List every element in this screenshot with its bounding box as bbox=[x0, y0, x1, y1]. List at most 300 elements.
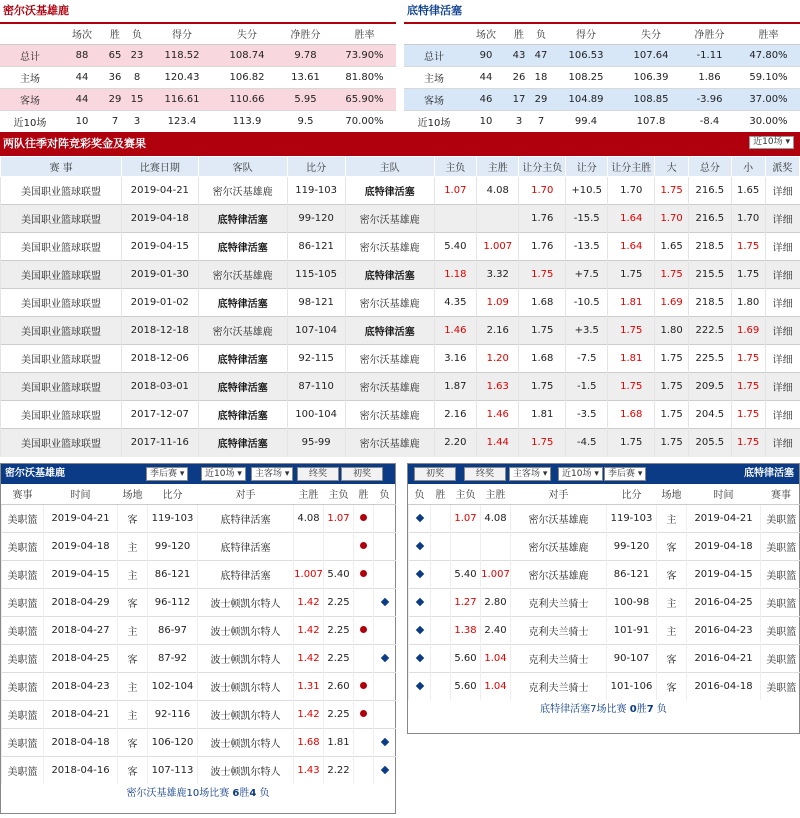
loss-cell bbox=[374, 588, 396, 616]
h2h-cell: 美国职业篮球联盟 bbox=[1, 289, 122, 317]
recent-cell: 底特律活塞 bbox=[198, 560, 294, 588]
recent-cell: 2016-04-23 bbox=[687, 616, 761, 644]
season-summary-left bbox=[0, 0, 396, 132]
recent-column-header: 场地 bbox=[657, 484, 687, 504]
recent-cell: 101-106 bbox=[607, 672, 657, 700]
recent-cell: 美职篮 bbox=[761, 616, 800, 644]
win-cell bbox=[354, 532, 374, 560]
h2h-cell: 底特律活塞 bbox=[198, 289, 287, 317]
recent-cell: 美职篮 bbox=[761, 532, 800, 560]
h2h-cell: 1.70 bbox=[519, 177, 566, 205]
h2h-cell: 1.80 bbox=[731, 289, 765, 317]
stat-cell: 104.89 bbox=[552, 88, 620, 110]
recent-cell: 106-120 bbox=[148, 728, 198, 756]
stat-row bbox=[404, 110, 800, 132]
h2h-cell: 1.75 bbox=[731, 233, 765, 261]
stat-cell: 99.4 bbox=[552, 110, 620, 132]
recent-cell: 波士顿凯尔特人 bbox=[198, 672, 294, 700]
h2h-cell: 218.5 bbox=[689, 233, 731, 261]
h2h-cell: 1.20 bbox=[477, 345, 519, 373]
detail-link[interactable]: 详细 bbox=[765, 177, 799, 205]
h2h-cell: 1.75 bbox=[655, 373, 689, 401]
stat-cell: 44 bbox=[60, 66, 104, 88]
h2h-cell: -7.5 bbox=[566, 345, 608, 373]
recent-cell: 2019-04-15 bbox=[44, 560, 118, 588]
h2h-cell: 1.75 bbox=[519, 429, 566, 457]
h2h-cell: 4.08 bbox=[477, 177, 519, 205]
h2h-range-value: 近10场 bbox=[753, 137, 783, 147]
h2h-cell: 美国职业篮球联盟 bbox=[1, 429, 122, 457]
detail-link[interactable]: 详细 bbox=[765, 261, 799, 289]
detail-link[interactable]: 详细 bbox=[765, 345, 799, 373]
h2h-cell: 1.75 bbox=[731, 345, 765, 373]
stat-cell: 108.74 bbox=[216, 44, 278, 66]
recent-cell: 波士顿凯尔特人 bbox=[198, 616, 294, 644]
stat-cell: 总计 bbox=[404, 44, 464, 66]
h2h-cell: 215.5 bbox=[689, 261, 731, 289]
recent-cell: 密尔沃基雄鹿 bbox=[511, 560, 607, 588]
summary-label-losses-right: 负 bbox=[656, 704, 667, 715]
h2h-cell: 1.18 bbox=[434, 261, 476, 289]
h2h-cell: 1.75 bbox=[731, 373, 765, 401]
venue-value-left: 主客场 bbox=[255, 469, 283, 479]
summary-wins-right: 0 bbox=[629, 704, 637, 715]
h2h-cell: 密尔沃基雄鹿 bbox=[345, 289, 434, 317]
detail-link[interactable]: 详细 bbox=[765, 373, 799, 401]
summary-label-games-left: 场比赛 bbox=[199, 788, 230, 799]
recent-cell: 1.007 bbox=[481, 560, 511, 588]
stat-cell: 近10场 bbox=[0, 110, 60, 132]
recent-cell: 美职篮 bbox=[2, 700, 44, 728]
recent-cell: 克利夫兰骑士 bbox=[511, 672, 607, 700]
stat-cell: 88 bbox=[60, 44, 104, 66]
h2h-cell: 美国职业篮球联盟 bbox=[1, 317, 122, 345]
h2h-cell: 1.44 bbox=[477, 429, 519, 457]
recent-cell: 美职篮 bbox=[2, 588, 44, 616]
recent-row bbox=[409, 672, 800, 700]
stat-cell: 90 bbox=[464, 44, 508, 66]
h2h-cell: 1.69 bbox=[731, 317, 765, 345]
stat-cell: 107.8 bbox=[620, 110, 682, 132]
stat-cell: 110.66 bbox=[216, 88, 278, 110]
column-header: 失分 bbox=[620, 24, 682, 44]
loss-cell bbox=[409, 644, 431, 672]
win-dot-icon bbox=[360, 682, 367, 689]
recent-cell: 2.25 bbox=[324, 588, 354, 616]
recent-cell: 5.60 bbox=[451, 644, 481, 672]
recent-cell: 2016-04-25 bbox=[687, 588, 761, 616]
recent-cell: 波士顿凯尔特人 bbox=[198, 756, 294, 784]
recent-cell: 美职篮 bbox=[2, 756, 44, 784]
venue-select-right[interactable]: 主客场 ▾ bbox=[509, 467, 551, 481]
stat-cell: 9.78 bbox=[278, 44, 333, 66]
recent-column-header: 赛事 bbox=[2, 484, 44, 504]
h2h-cell: 底特律活塞 bbox=[345, 177, 434, 205]
recent-cell bbox=[324, 532, 354, 560]
recent-cell: 主 bbox=[657, 504, 687, 532]
h2h-cell: 底特律活塞 bbox=[345, 261, 434, 289]
h2h-cell: 99-120 bbox=[287, 205, 345, 233]
recent-summary-left bbox=[1, 784, 395, 804]
h2h-cell: 底特律活塞 bbox=[345, 317, 434, 345]
h2h-cell: 1.75 bbox=[731, 401, 765, 429]
h2h-cell: 1.75 bbox=[731, 429, 765, 457]
recent-cell: 2016-04-18 bbox=[687, 672, 761, 700]
recent-cell: 客 bbox=[118, 756, 148, 784]
h2h-cell: 1.68 bbox=[519, 289, 566, 317]
win-cell bbox=[354, 644, 374, 672]
recent-cell: 主 bbox=[118, 560, 148, 588]
h2h-cell: 密尔沃基雄鹿 bbox=[345, 345, 434, 373]
range-select-left[interactable]: 近10场 ▾ bbox=[201, 467, 246, 481]
recent-cell: 克利夫兰骑士 bbox=[511, 588, 607, 616]
win-cell bbox=[354, 672, 374, 700]
stat-cell: 65 bbox=[104, 44, 126, 66]
season-type-select-right[interactable]: 季后赛 ▾ bbox=[604, 467, 646, 481]
h2h-column-header: 客队 bbox=[198, 157, 287, 177]
stat-cell: 10 bbox=[60, 110, 104, 132]
h2h-table bbox=[0, 156, 800, 457]
h2h-cell: 1.68 bbox=[519, 345, 566, 373]
recent-cell: 密尔沃基雄鹿 bbox=[511, 532, 607, 560]
h2h-cell: 1.75 bbox=[519, 261, 566, 289]
summary-wins-left: 6 bbox=[232, 788, 240, 799]
stat-cell: 客场 bbox=[404, 88, 464, 110]
h2h-cell: 209.5 bbox=[689, 373, 731, 401]
recent-row bbox=[2, 700, 396, 728]
recent-cell: 主 bbox=[657, 616, 687, 644]
stat-cell: 10 bbox=[464, 110, 508, 132]
recent-cell: 1.31 bbox=[294, 672, 324, 700]
recent-cell: 5.40 bbox=[324, 560, 354, 588]
stat-cell: 81.80% bbox=[333, 66, 396, 88]
recent-cell: 波士顿凯尔特人 bbox=[198, 728, 294, 756]
stat-cell: 107.64 bbox=[620, 44, 682, 66]
stat-cell: 118.52 bbox=[148, 44, 216, 66]
h2h-cell: 底特律活塞 bbox=[198, 429, 287, 457]
h2h-column-header: 让分主负 bbox=[519, 157, 566, 177]
detail-link[interactable]: 详细 bbox=[765, 317, 799, 345]
h2h-row bbox=[1, 401, 800, 429]
h2h-cell: 1.46 bbox=[434, 317, 476, 345]
column-header: 场次 bbox=[60, 24, 104, 44]
h2h-cell: 底特律活塞 bbox=[198, 205, 287, 233]
recent-column-header: 主胜 bbox=[294, 484, 324, 504]
h2h-cell: 1.75 bbox=[608, 317, 655, 345]
stat-cell: 44 bbox=[60, 88, 104, 110]
recent-column-header: 对手 bbox=[511, 484, 607, 504]
recent-cell: 波士顿凯尔特人 bbox=[198, 700, 294, 728]
stat-cell: 9.5 bbox=[278, 110, 333, 132]
recent-column-header: 比分 bbox=[607, 484, 657, 504]
h2h-cell: 2018-12-18 bbox=[122, 317, 199, 345]
detail-link[interactable]: 详细 bbox=[765, 401, 799, 429]
h2h-cell: 1.65 bbox=[655, 233, 689, 261]
final-odds-button-right[interactable]: 终奖 bbox=[464, 467, 506, 481]
recent-cell: 2018-04-23 bbox=[44, 672, 118, 700]
recent-cell: 2.80 bbox=[481, 588, 511, 616]
h2h-cell: 1.75 bbox=[519, 373, 566, 401]
loss-cell bbox=[409, 532, 431, 560]
loss-diamond-icon bbox=[381, 653, 389, 661]
h2h-column-header: 主负 bbox=[434, 157, 476, 177]
recent-cell: 主 bbox=[118, 700, 148, 728]
range-value-left: 近10场 bbox=[205, 469, 235, 479]
h2h-cell: +7.5 bbox=[566, 261, 608, 289]
h2h-cell: 密尔沃基雄鹿 bbox=[198, 317, 287, 345]
recent-cell: 客 bbox=[118, 504, 148, 532]
recent-cell: 2.25 bbox=[324, 644, 354, 672]
h2h-cell: 1.75 bbox=[519, 317, 566, 345]
column-header: 场次 bbox=[464, 24, 508, 44]
win-cell bbox=[431, 504, 451, 532]
detail-link[interactable]: 详细 bbox=[765, 233, 799, 261]
h2h-cell: 2019-01-30 bbox=[122, 261, 199, 289]
h2h-cell: -4.5 bbox=[566, 429, 608, 457]
stat-cell: 43 bbox=[508, 44, 530, 66]
h2h-cell: 222.5 bbox=[689, 317, 731, 345]
recent-cell: 克利夫兰骑士 bbox=[511, 616, 607, 644]
recent-cell: 美职篮 bbox=[2, 560, 44, 588]
loss-cell bbox=[374, 532, 396, 560]
win-cell bbox=[354, 756, 374, 784]
initial-odds-button-left[interactable]: 初奖 bbox=[341, 467, 383, 481]
h2h-column-header: 比分 bbox=[287, 157, 345, 177]
column-header: 得分 bbox=[552, 24, 620, 44]
h2h-cell: 92-115 bbox=[287, 345, 345, 373]
h2h-cell: 1.64 bbox=[608, 205, 655, 233]
win-cell bbox=[431, 644, 451, 672]
h2h-row bbox=[1, 317, 800, 345]
stat-cell: 18 bbox=[530, 66, 552, 88]
recent-cell: 1.42 bbox=[294, 616, 324, 644]
recent-column-header: 比分 bbox=[148, 484, 198, 504]
column-header: 净胜分 bbox=[278, 24, 333, 44]
h2h-column-header: 让分主胜 bbox=[608, 157, 655, 177]
recent-cell: 美职篮 bbox=[761, 504, 800, 532]
column-header: 负 bbox=[530, 24, 552, 44]
summary-label-wins-right: 胜 bbox=[636, 704, 647, 715]
range-select-right[interactable]: 近10场 ▾ bbox=[558, 467, 603, 481]
loss-cell bbox=[374, 504, 396, 532]
h2h-cell: 1.09 bbox=[477, 289, 519, 317]
h2h-column-header: 赛 事 bbox=[1, 157, 122, 177]
recent-column-header: 场地 bbox=[118, 484, 148, 504]
stat-cell: 26 bbox=[508, 66, 530, 88]
recent-cell: 主 bbox=[657, 588, 687, 616]
detail-link[interactable]: 详细 bbox=[765, 205, 799, 233]
stat-cell: 1.86 bbox=[682, 66, 737, 88]
stat-cell: 120.43 bbox=[148, 66, 216, 88]
initial-odds-button-right[interactable]: 初奖 bbox=[414, 467, 456, 481]
recent-cell: 96-112 bbox=[148, 588, 198, 616]
h2h-cell: 美国职业篮球联盟 bbox=[1, 233, 122, 261]
h2h-cell: -10.5 bbox=[566, 289, 608, 317]
recent-right-title: 底特律活塞 bbox=[744, 468, 794, 479]
h2h-cell: 1.75 bbox=[655, 177, 689, 205]
recent-cell: 2018-04-18 bbox=[44, 728, 118, 756]
venue-select-left[interactable]: 主客场 ▾ bbox=[251, 467, 293, 481]
detail-link[interactable]: 详细 bbox=[765, 289, 799, 317]
h2h-cell: 1.81 bbox=[608, 345, 655, 373]
stat-cell: 59.10% bbox=[737, 66, 800, 88]
recent-cell: 1.42 bbox=[294, 588, 324, 616]
recent-row bbox=[409, 616, 800, 644]
recent-cell: 2.40 bbox=[481, 616, 511, 644]
recent-row bbox=[2, 672, 396, 700]
column-header: 胜率 bbox=[737, 24, 800, 44]
win-dot-icon bbox=[360, 514, 367, 521]
stat-row bbox=[0, 88, 396, 110]
recent-cell: 美职篮 bbox=[2, 616, 44, 644]
h2h-cell: 5.40 bbox=[434, 233, 476, 261]
season-type-value-left: 季后赛 bbox=[150, 469, 178, 479]
team-title-left: 密尔沃基雄鹿 bbox=[0, 0, 396, 24]
stat-cell: 106.39 bbox=[620, 66, 682, 88]
loss-diamond-icon bbox=[415, 569, 423, 577]
stat-cell: 5.95 bbox=[278, 88, 333, 110]
h2h-cell: -13.5 bbox=[566, 233, 608, 261]
stat-cell: 65.90% bbox=[333, 88, 396, 110]
team-title-right: 底特律活塞 bbox=[404, 0, 800, 24]
recent-cell: 客 bbox=[118, 644, 148, 672]
h2h-cell bbox=[434, 205, 476, 233]
recent-row bbox=[2, 644, 396, 672]
h2h-cell: 底特律活塞 bbox=[198, 373, 287, 401]
h2h-cell: -15.5 bbox=[566, 205, 608, 233]
stat-row bbox=[404, 66, 800, 88]
column-header: 胜 bbox=[508, 24, 530, 44]
win-cell bbox=[354, 728, 374, 756]
h2h-cell: 1.75 bbox=[655, 345, 689, 373]
stat-cell: 123.4 bbox=[148, 110, 216, 132]
loss-cell bbox=[374, 644, 396, 672]
h2h-cell: 119-103 bbox=[287, 177, 345, 205]
recent-cell: 美职篮 bbox=[2, 672, 44, 700]
stat-row bbox=[0, 66, 396, 88]
stat-cell: 37.00% bbox=[737, 88, 800, 110]
recent-cell: 87-92 bbox=[148, 644, 198, 672]
h2h-cell: 2018-12-06 bbox=[122, 345, 199, 373]
range-value-right: 近10场 bbox=[562, 469, 592, 479]
h2h-range-select[interactable]: 近10场 ▾ bbox=[749, 136, 794, 149]
detail-link[interactable]: 详细 bbox=[765, 429, 799, 457]
stat-cell: 客场 bbox=[0, 88, 60, 110]
recent-cell: 美职篮 bbox=[761, 588, 800, 616]
stat-cell: 7 bbox=[530, 110, 552, 132]
recent-cell: 主 bbox=[118, 672, 148, 700]
recent-cell: 2018-04-25 bbox=[44, 644, 118, 672]
recent-cell: 5.40 bbox=[451, 560, 481, 588]
stat-row bbox=[0, 110, 396, 132]
summary-games-left: 10 bbox=[186, 788, 200, 799]
h2h-cell: 美国职业篮球联盟 bbox=[1, 177, 122, 205]
recent-cell: 波士顿凯尔特人 bbox=[198, 588, 294, 616]
recent-cell: 1.43 bbox=[294, 756, 324, 784]
summary-team-right: 底特律活塞 bbox=[540, 704, 591, 715]
recent-cell: 1.42 bbox=[294, 700, 324, 728]
h2h-row bbox=[1, 429, 800, 457]
win-dot-icon bbox=[360, 626, 367, 633]
h2h-cell: 密尔沃基雄鹿 bbox=[345, 429, 434, 457]
stat-cell: 36 bbox=[104, 66, 126, 88]
final-odds-button-left[interactable]: 终奖 bbox=[297, 467, 339, 481]
h2h-cell: 美国职业篮球联盟 bbox=[1, 373, 122, 401]
stat-cell: 70.00% bbox=[333, 110, 396, 132]
loss-diamond-icon bbox=[415, 682, 423, 690]
h2h-cell: 1.81 bbox=[519, 401, 566, 429]
h2h-cell: 1.81 bbox=[608, 289, 655, 317]
recent-cell: 2019-04-15 bbox=[687, 560, 761, 588]
recent-row bbox=[409, 588, 800, 616]
summary-team-left: 密尔沃基雄鹿 bbox=[126, 788, 187, 799]
win-dot-icon bbox=[360, 570, 367, 577]
h2h-cell: 1.65 bbox=[731, 177, 765, 205]
h2h-cell: 1.70 bbox=[655, 205, 689, 233]
h2h-cell: 1.69 bbox=[655, 289, 689, 317]
recent-cell: 86-121 bbox=[148, 560, 198, 588]
stat-cell: 13.61 bbox=[278, 66, 333, 88]
recent-cell: 美职篮 bbox=[2, 728, 44, 756]
recent-column-header: 赛事 bbox=[761, 484, 800, 504]
recent-cell: 2019-04-18 bbox=[687, 532, 761, 560]
recent-cell: 119-103 bbox=[607, 504, 657, 532]
recent-cell: 2016-04-21 bbox=[687, 644, 761, 672]
recent-cell: 主 bbox=[118, 616, 148, 644]
stat-cell: 108.25 bbox=[552, 66, 620, 88]
recent-cell: 2.25 bbox=[324, 700, 354, 728]
recent-row bbox=[2, 560, 396, 588]
recent-cell: 2019-04-21 bbox=[44, 504, 118, 532]
recent-cell: 101-91 bbox=[607, 616, 657, 644]
recent-cell: 美职篮 bbox=[2, 504, 44, 532]
h2h-cell: 2019-01-02 bbox=[122, 289, 199, 317]
h2h-cell: 1.80 bbox=[655, 317, 689, 345]
h2h-cell: 密尔沃基雄鹿 bbox=[345, 233, 434, 261]
h2h-cell: 2018-03-01 bbox=[122, 373, 199, 401]
h2h-cell: 1.46 bbox=[477, 401, 519, 429]
recent-cell: 102-104 bbox=[148, 672, 198, 700]
stat-cell: -3.96 bbox=[682, 88, 737, 110]
recent-cell: 美职篮 bbox=[761, 560, 800, 588]
win-cell bbox=[431, 672, 451, 700]
recent-cell: 1.42 bbox=[294, 644, 324, 672]
h2h-cell: 1.87 bbox=[434, 373, 476, 401]
season-type-select-left[interactable]: 季后赛 ▾ bbox=[146, 467, 188, 481]
recent-games-right bbox=[407, 463, 800, 734]
recent-cell: 美职篮 bbox=[761, 672, 800, 700]
win-cell bbox=[354, 588, 374, 616]
recent-cell: 1.07 bbox=[324, 504, 354, 532]
h2h-row bbox=[1, 289, 800, 317]
recent-row bbox=[2, 756, 396, 784]
stat-cell: 8 bbox=[126, 66, 148, 88]
recent-cell: 客 bbox=[657, 672, 687, 700]
stat-cell: 23 bbox=[126, 44, 148, 66]
recent-cell: 2018-04-27 bbox=[44, 616, 118, 644]
loss-diamond-icon bbox=[415, 541, 423, 549]
stat-cell: 29 bbox=[530, 88, 552, 110]
column-header: 胜 bbox=[104, 24, 126, 44]
summary-losses-right: 7 bbox=[646, 704, 654, 715]
h2h-cell: 美国职业篮球联盟 bbox=[1, 205, 122, 233]
h2h-row bbox=[1, 233, 800, 261]
stat-cell: 总计 bbox=[0, 44, 60, 66]
h2h-cell: 密尔沃基雄鹿 bbox=[345, 373, 434, 401]
h2h-cell: 1.75 bbox=[608, 429, 655, 457]
stat-cell: 47.80% bbox=[737, 44, 800, 66]
recent-cell: 90-107 bbox=[607, 644, 657, 672]
